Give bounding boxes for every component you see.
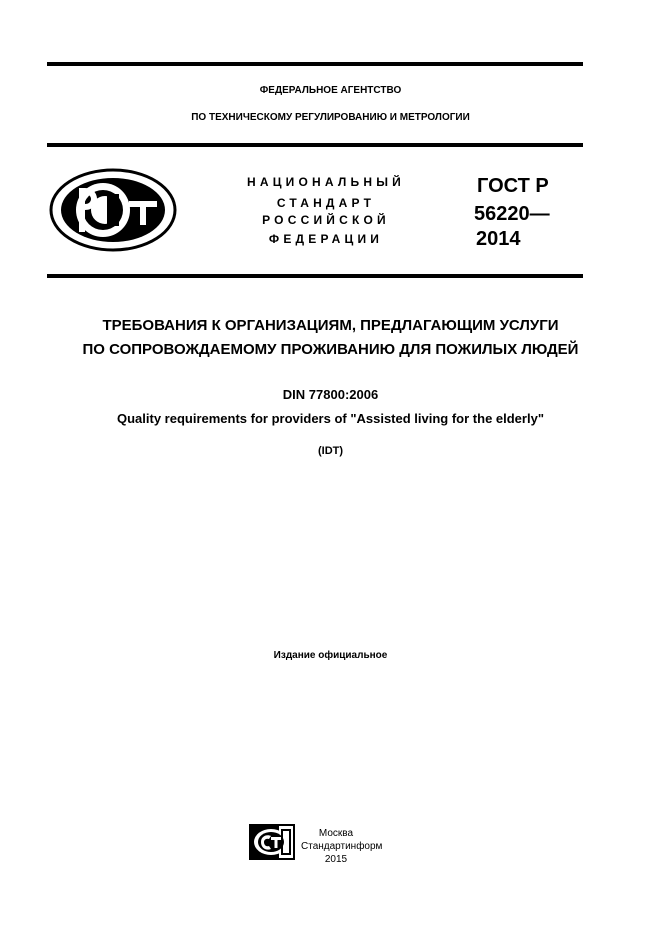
gost-line-3: 2014 (476, 228, 521, 250)
header-rule (47, 143, 583, 147)
document-title-line-2: ПО СОПРОВОЖДАЕМОМУ ПРОЖИВАНИЮ ДЛЯ ПОЖИЛЫХ ЛЮДЕЙ (82, 341, 579, 358)
top-rule (47, 62, 583, 66)
publisher-year: 2015 (324, 854, 348, 865)
document-title-line-1: ТРЕБОВАНИЯ К ОРГАНИЗАЦИЯМ, ПРЕДЛАГАЮЩИМ УСЛУГИ (102, 317, 559, 334)
standartinform-logo-icon (249, 824, 295, 860)
gost-r-certification-logo-icon (49, 168, 177, 252)
logo-section-rule (47, 274, 583, 278)
din-english-title: Quality requirements for providers of "Assisted living for the elderly" (117, 411, 544, 426)
idt-marker: (IDT) (317, 445, 344, 457)
din-code: DIN 77800:2006 (282, 387, 379, 402)
standard-type-line-1: НАЦИОНАЛЬНЫЙ (246, 175, 406, 189)
agency-line-1: ФЕДЕРАЛЬНОЕ АГЕНТСТВО (259, 85, 402, 96)
standard-type-line-2: СТАНДАРТ (276, 196, 376, 210)
official-edition: Издание официальное (273, 650, 388, 661)
gost-line-2: 56220— (474, 203, 550, 225)
standard-type-line-4: ФЕДЕРАЦИИ (268, 232, 384, 246)
gost-line-1: ГОСТ Р (477, 175, 549, 197)
publisher-city: Москва (318, 828, 354, 839)
standard-type-line-3: РОССИЙСКОЙ (262, 213, 390, 227)
publisher-name: Стандартинформ (301, 841, 383, 852)
agency-line-2: ПО ТЕХНИЧЕСКОМУ РЕГУЛИРОВАНИЮ И МЕТРОЛОГИИ (191, 112, 470, 123)
